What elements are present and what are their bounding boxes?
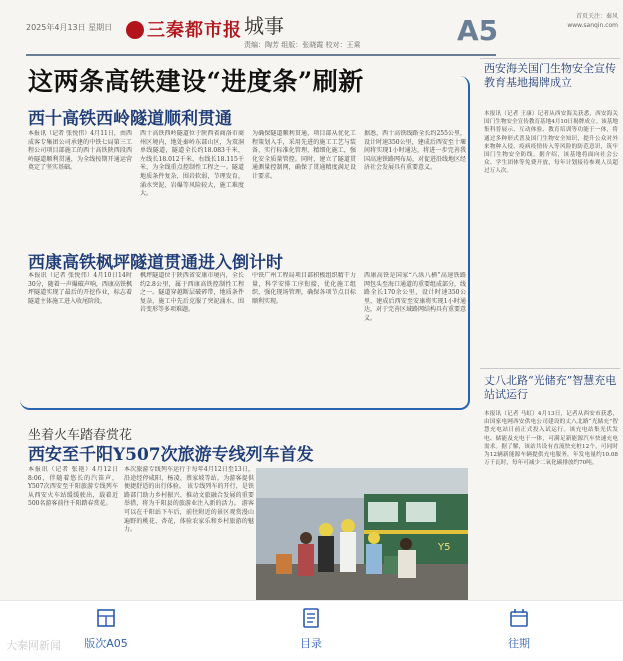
nav-archive[interactable] (459, 607, 579, 651)
story1-col-2 (140, 130, 244, 240)
nav-edition[interactable] (46, 607, 166, 651)
story2-col-1 (28, 272, 132, 404)
story1-col-4 (364, 130, 466, 240)
story3-headline[interactable]: 西安至千阳Y507次旅游专线列车首发 (28, 445, 314, 465)
logo-text: 三秦都市报 (147, 20, 242, 41)
sidebar-divider (480, 368, 620, 369)
site-line: www.sanqin.com (567, 22, 618, 29)
story2-headline[interactable]: 西康高铁枫坪隧道贯通进入倒计时 (28, 253, 283, 273)
issue-date: 2025年4月13日 星期日 (26, 23, 113, 32)
train-photo[interactable] (256, 468, 468, 600)
sidebar-story2-body[interactable]: 本报讯（记者 马虹）4月13日，记者从西安市获悉，由国家电网西安供电公司建设的丈八北路“光储充”智慧充电站日前正式投入试运行。该充电站集光伏发电、储能及充电于一体，可满足新能源汽车快速充电需求。据了解，该站共设有直流快充桩12个，可同时为12辆新能源车辆提供充电服务，年发电量约10.08万千瓦时，每年可减少二氧化碳排放约70吨。 (484, 411, 618, 467)
story3-col-2[interactable] (124, 466, 254, 596)
story2-para: 枫坪隧道位于陕西省安康市境内，全长约2.8公里，属于西康高铁控制性工程之一。隧道穿越断层破碎带，地质条件复杂，施工中先后克服了突泥涌水、围岩变形等多项难题。 (140, 272, 244, 314)
masthead-rule (26, 54, 496, 56)
story2-col-2 (140, 272, 244, 404)
story3-col-1[interactable] (28, 466, 118, 596)
story2-lead: 本报讯（记者 张悦伟）4月10日14时30分，随着一声爆破声响，西康高铁枫坪隧道实现了最后的开挖作业，标志着隧道主体施工进入收尾阶段。 (28, 272, 132, 305)
edition-icon (95, 607, 117, 629)
story1-col-3 (252, 130, 356, 240)
story1-para: 据悉，西十高铁线路全长约255公里，设计时速350公里，建成后西安至十堰间将实现1小时通达，将进一步完善我国高速铁路网布局，对促进沿线地区经济社会发展具有重要意义。 (364, 130, 466, 172)
editor-credits: 责编：陶芳 组版：张晓霞 校对：王乘 (244, 41, 361, 49)
bottom-nav (0, 600, 623, 661)
sidebar-story1-headline[interactable]: 西安海关国门生物安全宣传教育基地揭牌成立 (484, 62, 616, 89)
watermark: 大秦网新闻 (6, 639, 61, 652)
list-icon (300, 607, 322, 629)
story3-lead: 本报讯（记者 张艳）4月12日8:06，伴随着悠长的汽笛声，Y507次西安至千阳旅游专线列车从西安火车站缓缓驶出，载着近500名游客前往千阳踏春赏花。 (28, 466, 118, 508)
story1-body[interactable] (28, 130, 466, 240)
story3-para: 游客可以在千阳站下车后，前往附近的景区观赏漫山遍野的桃花、杏花，体验农家乐和乡村旅游的魅力。 (124, 500, 254, 534)
story1-para: 西十高铁西岭隧道位于陕西省商洛市商州区境内，地处秦岭东部山区，为双洞单线隧道，隧道全长约18.083千米，左线长18.012千米，右线长18.115千米，为全线重点控制性工程之一。隧道地质条件复杂，围岩软弱，节理发育，涌水突泥、岩爆等风险较大，施工难度大。 (140, 130, 244, 198)
story1-headline[interactable]: 西十高铁西岭隧道顺利贯通 (28, 109, 232, 129)
story1-col-1 (28, 130, 132, 240)
story3-para: 该专线列车的开行，是铁路部门助力乡村振兴、推动文旅融合发展的重要举措，将为千阳县的旅游业注入新的活力。 (124, 483, 254, 508)
site-line: 首页关注：秦风 (575, 13, 618, 20)
newspaper-logo (126, 16, 242, 42)
story2-col-3 (252, 272, 356, 404)
train-label: Y5 (438, 542, 451, 553)
sidebar-divider (480, 58, 620, 59)
nav-contents-label: 目录 (300, 637, 322, 650)
sidebar-story2-headline[interactable]: 丈八北路“光储充”智慧充电站试运行 (484, 374, 617, 401)
masthead (0, 0, 623, 58)
story2-para: 中铁广州工程局项目部积极组织精干力量，科学安排工序衔接，优化施工组织，强化现场管理，确保各项节点目标顺利实现。 (252, 272, 356, 305)
story2-col-4 (364, 272, 466, 404)
site-info (540, 12, 618, 30)
sidebar-story1-body[interactable]: 本报讯（记者 王康）记者从西安海关获悉，西安海关国门生物安全宣传教育基地4月10日揭牌成立。该基地集科普展示、互动体验、教育培训等功能于一体，将通过多种形式普及国门生物安全知识，提升公众对外来物种入侵、疫病疫情传入等风险的防范意识，筑牢国门生物安全防线。据介绍，该基地将面向社会公众、学生团体等免费开放，每年计划接待参观人员超过万人次。 (484, 111, 618, 175)
story3-kicker: 坐着火车踏春赏花 (28, 428, 133, 443)
story1-lead: 本报讯（记者 张悦伟）4月11日，由西成客专集团公司承建的中铁七局第三工程公司项目部施工的西十高铁陕西段西岭隧道顺利贯通，为全线按期开通运营奠定了坚实基础。 (28, 130, 132, 172)
story3-para: 本次旅游专线列车运行于每年4月12日至13日，沿途经停咸阳、杨凌、蔡家坡等站，为游客提供便捷舒适的出行体验。 (124, 466, 254, 491)
calendar-icon (508, 607, 530, 629)
section-title: 城事 (244, 14, 284, 38)
nav-contents[interactable] (251, 607, 371, 651)
seal-icon (126, 21, 144, 39)
page-number: A5 (457, 14, 499, 47)
nav-edition-label: 版次A05 (84, 637, 128, 650)
story2-body[interactable] (28, 272, 466, 404)
train-photo-illustration (256, 468, 468, 600)
story2-para: 西康高铁是国家“八纵八横”高速铁路网包头至海口通道的重要组成部分，线路全长170余公里，设计时速350公里，建成后西安至安康将实现1小时通达，对于完善区域路网结构具有重要意义。 (364, 272, 466, 322)
main-headline[interactable]: 这两条高铁建设“进度条”刷新 (28, 67, 364, 96)
nav-archive-label: 往期 (508, 637, 530, 650)
story1-para: 为确保隧道顺利贯通，项目部从优化工程策划入手，采用先进的施工工艺与装备，实行标准化管理，精细化施工，强化安全质量管控。同时，建立了隧道贯通测量控制网，确保了贯通精度满足设计要求。 (252, 130, 356, 180)
